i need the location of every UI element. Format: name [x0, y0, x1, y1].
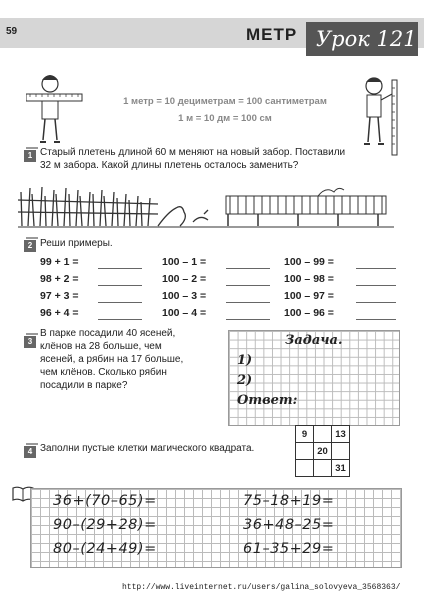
answer-blank[interactable] — [226, 285, 270, 286]
task-3-line2: клёнов на 28 больше, чем — [40, 341, 162, 352]
answer-blank[interactable] — [356, 285, 396, 286]
example-r3c3: 100 – 97 = — [284, 290, 334, 302]
magic-cell[interactable]: 13 — [332, 426, 350, 443]
example-r2c2: 100 – 2 = — [162, 273, 207, 285]
source-url: http://www.liveinternet.ru/users/galina_solovyeva_3568363/ — [122, 583, 401, 592]
fence-illustration — [18, 182, 394, 228]
step-2-label: 2) — [237, 373, 253, 388]
task-1-text-line1: Старый плетень длиной 60 м меняют на новый забор. Поставили — [40, 147, 346, 158]
expression-right-3: 61–35+29= — [243, 541, 335, 557]
answer-blank[interactable] — [356, 302, 396, 303]
task-answer-grid[interactable] — [228, 330, 400, 426]
answer-blank[interactable] — [356, 268, 396, 269]
magic-cell[interactable] — [332, 443, 350, 460]
expression-left-3: 80–(24+49)= — [53, 541, 157, 557]
task-3-line1: В парке посадили 40 ясеней, — [40, 328, 176, 339]
example-r3c1: 97 + 3 = — [40, 290, 79, 302]
example-r1c1: 99 + 1 = — [40, 256, 79, 268]
step-1-label: 1) — [237, 353, 253, 368]
expression-right-1: 75–18+19= — [243, 493, 335, 509]
expressions-grid[interactable] — [30, 488, 402, 568]
task-2-heading: Реши примеры. — [40, 238, 113, 249]
expression-left-2: 90–(29+28)= — [53, 517, 157, 533]
magic-cell[interactable]: 9 — [296, 426, 314, 443]
task-label: Задача. — [285, 333, 343, 348]
task-3-number: 3 — [24, 336, 36, 348]
example-r1c2: 100 – 1 = — [162, 256, 207, 268]
example-r2c1: 98 + 2 = — [40, 273, 79, 285]
example-r1c3: 100 – 99 = — [284, 256, 334, 268]
magic-square — [295, 425, 350, 477]
example-r4c3: 100 – 96 = — [284, 307, 334, 319]
example-r4c2: 100 – 4 = — [162, 307, 207, 319]
task-3-line4: чем клёнов. Сколько рябин — [40, 367, 167, 378]
task-4-text: Заполни пустые клетки магического квадрата. — [40, 443, 255, 454]
answer-blank[interactable] — [98, 319, 142, 320]
answer-blank[interactable] — [356, 319, 396, 320]
lesson-label: Урок 121 — [306, 22, 418, 56]
magic-cell[interactable] — [314, 426, 332, 443]
answer-blank[interactable] — [98, 302, 142, 303]
answer-blank[interactable] — [226, 268, 270, 269]
answer-blank[interactable] — [98, 285, 142, 286]
expression-right-2: 36+48–25= — [243, 517, 335, 533]
answer-blank[interactable] — [226, 319, 270, 320]
answer-blank[interactable] — [226, 302, 270, 303]
magic-cell[interactable]: 20 — [314, 443, 332, 460]
task-2-number: 2 — [24, 240, 36, 252]
page-number: 59 — [6, 26, 18, 37]
task-1-number: 1 — [24, 150, 36, 162]
expression-left-1: 36+(70–65)= — [53, 493, 157, 509]
example-r4c1: 96 + 4 = — [40, 307, 79, 319]
page-title: МЕТР — [246, 25, 298, 44]
meter-definition-line2: 1 м = 10 дм = 100 см — [178, 113, 272, 124]
task-4-number: 4 — [24, 446, 36, 458]
answer-blank[interactable] — [98, 268, 142, 269]
magic-cell[interactable] — [296, 443, 314, 460]
magic-cell[interactable] — [314, 460, 332, 477]
meter-definition-line1: 1 метр = 10 дециметрам = 100 сантиметрам — [123, 96, 327, 107]
task-3-line3: ясеней, а рябин на 17 больше, — [40, 354, 184, 365]
task-3-line5: посадили в парке? — [40, 380, 128, 391]
answer-label: Ответ: — [237, 393, 298, 408]
task-1-text-line2: 32 м забора. Какой длины плетень осталось заменить? — [40, 160, 299, 171]
boy-with-ruler-illustration — [26, 70, 86, 150]
example-r2c3: 100 – 98 = — [284, 273, 334, 285]
magic-cell[interactable] — [296, 460, 314, 477]
example-r3c2: 100 – 3 = — [162, 290, 207, 302]
magic-cell[interactable]: 31 — [332, 460, 350, 477]
